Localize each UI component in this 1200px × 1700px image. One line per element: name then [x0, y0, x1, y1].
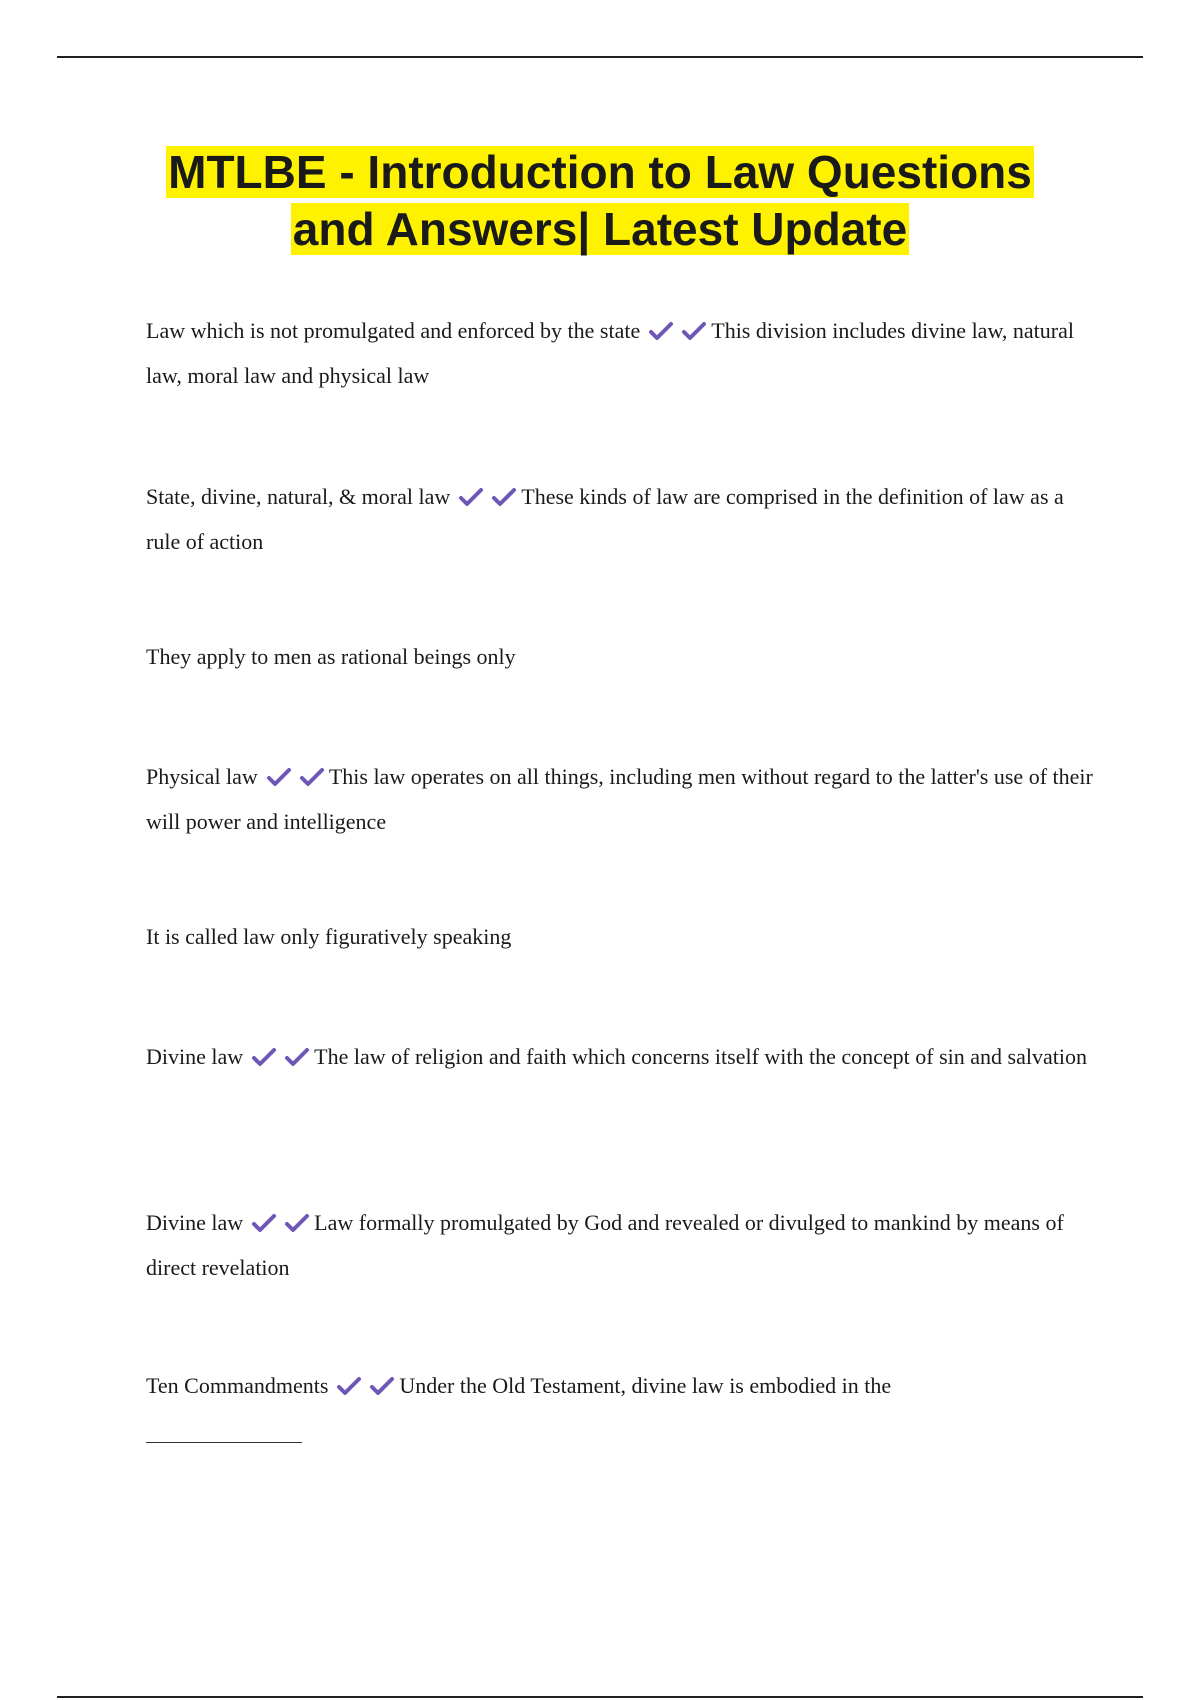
document-title [100, 144, 1100, 258]
entry-definition: Under the Old Testament, divine law is embodied in the [399, 1373, 892, 1398]
entry-text: It is called law only figuratively speaking [146, 924, 512, 949]
qa-entry-plain [146, 914, 1096, 959]
double-check-marker [247, 1200, 313, 1245]
fill-in-blank-line [146, 1442, 302, 1443]
qa-entry [146, 308, 1096, 398]
double-check-marker [262, 754, 328, 799]
entry-definition: The law of religion and faith which concerns itself with the concept of sin and salvation [314, 1044, 1087, 1069]
check-icon [681, 321, 707, 341]
title-line-1: MTLBE - Introduction to Law Questions [168, 146, 1032, 198]
qa-entry [146, 1034, 1096, 1079]
entry-term: Divine law [146, 1044, 244, 1069]
double-check-marker [247, 1034, 313, 1079]
entry-definition: This law operates on all things, including men without regard to the latter's use of their will power and intelligence [146, 764, 1093, 834]
entry-term: Physical law [146, 764, 258, 789]
entry-definition: This division includes divine law, natural law, moral law and physical law [146, 318, 1074, 388]
check-icon [284, 1213, 310, 1233]
entry-definition: These kinds of law are comprised in the definition of law as a rule of action [146, 484, 1064, 554]
check-icon [266, 767, 292, 787]
double-check-marker [454, 474, 520, 519]
entry-text: They apply to men as rational beings only [146, 644, 516, 669]
double-check-marker [332, 1363, 398, 1408]
entry-definition: Law formally promulgated by God and revealed or divulged to mankind by means of direct revelation [146, 1210, 1064, 1280]
check-icon [369, 1376, 395, 1396]
entry-term: State, divine, natural, & moral law [146, 484, 451, 509]
check-icon [284, 1047, 310, 1067]
entry-term: Law which is not promulgated and enforced by the state [146, 318, 641, 343]
qa-entry [146, 754, 1096, 844]
check-icon [251, 1047, 277, 1067]
qa-entry [146, 1200, 1096, 1290]
check-icon [299, 767, 325, 787]
qa-entry [146, 474, 1096, 564]
check-icon [336, 1376, 362, 1396]
qa-entry [146, 1363, 1096, 1408]
check-icon [458, 487, 484, 507]
entry-term: Divine law [146, 1210, 244, 1235]
top-rule [57, 56, 1143, 58]
check-icon [491, 487, 517, 507]
bottom-rule [57, 1696, 1143, 1698]
check-icon [648, 321, 674, 341]
check-icon [251, 1213, 277, 1233]
title-line-2: and Answers| Latest Update [292, 203, 908, 255]
double-check-marker [644, 308, 710, 353]
entry-term: Ten Commandments [146, 1373, 329, 1398]
qa-entry-plain [146, 634, 1096, 679]
